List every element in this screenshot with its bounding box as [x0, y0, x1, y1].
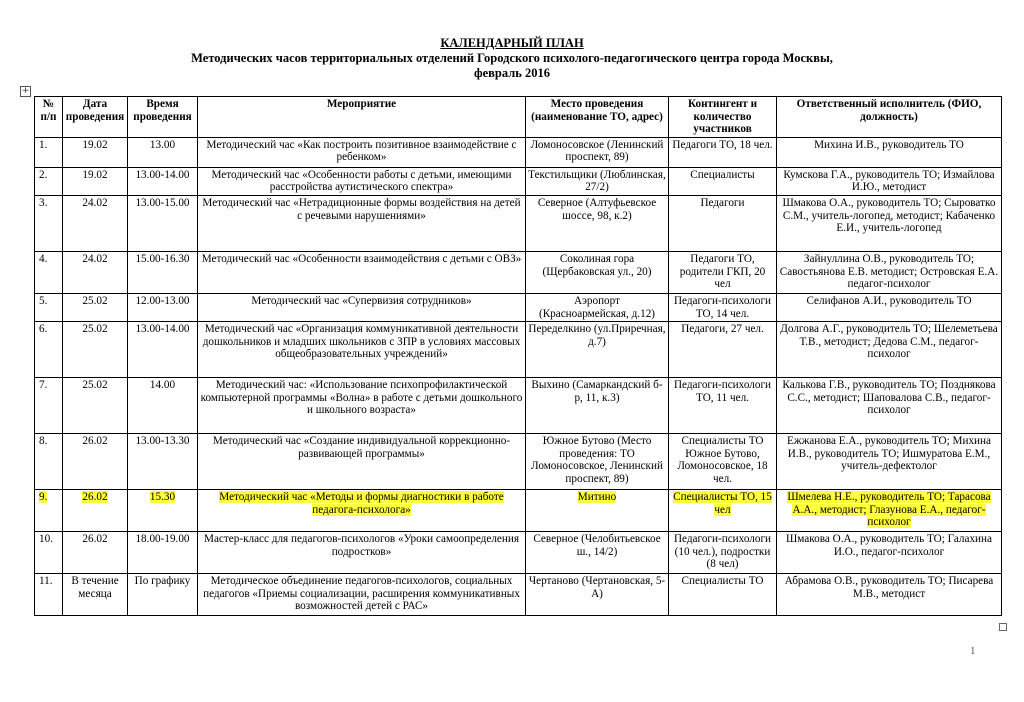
table-row: [35, 195, 1002, 251]
cell-event: [198, 574, 526, 616]
cell-event: [198, 434, 526, 490]
cell-responsible: [777, 574, 1002, 616]
table-row: [35, 322, 1002, 378]
cell-event-text: Методический час «Нетрадиционные формы воздействия на детей с речевыми нарушениями»: [202, 196, 521, 222]
cell-time: [128, 322, 198, 378]
cell-event: [198, 137, 526, 167]
cell-date: [63, 167, 128, 195]
header-date: Дата проведения: [63, 97, 128, 138]
cell-audience: [669, 322, 777, 378]
cell-place-text: Южное Бутово (Место проведения: ТО Ломоносовское, Ленинский проспект, 89): [531, 435, 663, 485]
table-row: [35, 574, 1002, 616]
cell-audience-text: Педагоги-психологи ТО, 14 чел.: [673, 294, 772, 320]
cell-audience: [669, 490, 777, 532]
cell-responsible-text: Михина И.В., руководитель ТО: [814, 138, 964, 151]
cell-time: [128, 490, 198, 532]
cell-time: [128, 251, 198, 293]
cell-time-text: 14.00: [149, 379, 176, 392]
cell-responsible: [777, 532, 1002, 574]
cell-audience-text: Педагоги ТО, родители ГКП, 20 чел: [679, 252, 766, 291]
cell-date: [63, 574, 128, 616]
cell-date-text: 25.02: [82, 323, 108, 336]
cell-date-text: 26.02: [82, 435, 108, 448]
cell-num: [35, 251, 63, 293]
cell-num-text: 3.: [39, 196, 48, 209]
header-audience: Контингент и количество участников: [669, 97, 777, 138]
cell-responsible-text: Шмакова О.А., руководитель ТО; Галахина И.О., педагог-психолог: [786, 533, 992, 558]
cell-date-text: 24.02: [82, 196, 108, 209]
cell-event: [198, 532, 526, 574]
cell-num-text: 6.: [39, 323, 48, 336]
cell-responsible: [777, 490, 1002, 532]
cell-date-text: 26.02: [82, 533, 108, 546]
cell-place-text: Переделкино (ул.Приречная, д.7): [528, 323, 666, 348]
cell-num: [35, 532, 63, 574]
cell-num-text: 1.: [39, 138, 48, 151]
table-row: [35, 167, 1002, 195]
cell-place: [526, 137, 669, 167]
cell-responsible-text: Калькова Г.В., руководитель ТО; Позднякова С.С., методист; Шаповалова С.В., педагог-психолог: [782, 379, 996, 417]
cell-audience: [669, 195, 777, 251]
cell-audience-text: Педагоги-психологи ТО, 11 чел.: [673, 379, 772, 404]
cell-audience: [669, 293, 777, 321]
cell-event-text: Методический час «Особенности взаимодействия с детьми с ОВЗ»: [201, 252, 522, 265]
cell-date: [63, 137, 128, 167]
cell-audience: [669, 137, 777, 167]
cell-responsible: [777, 167, 1002, 195]
table-row: [35, 378, 1002, 434]
cell-num: [35, 167, 63, 195]
cell-time: [128, 574, 198, 616]
cell-date: [63, 378, 128, 434]
header-event: Мероприятие: [198, 97, 526, 138]
cell-date-text: 25.02: [82, 379, 108, 392]
cell-date: [63, 251, 128, 293]
cell-time: [128, 195, 198, 251]
cell-time-text: 12.00-13.00: [135, 294, 190, 307]
cell-time-text: 13.00-14.00: [135, 168, 190, 181]
cell-audience-text: Педагоги, 27 чел.: [681, 323, 764, 336]
cell-event-text: Методический час: «Использование психопрофилактической компьютерной программы «Волна» в работе с детьми дошкольного и школьного возраста»: [200, 379, 523, 417]
cell-responsible-text: Селифанов А.И., руководитель ТО: [806, 294, 972, 307]
cell-time-text: 18.00-19.00: [135, 533, 190, 546]
cell-num: [35, 293, 63, 321]
cell-audience-text: Педагоги ТО, 18 чел.: [672, 138, 773, 151]
cell-place: [526, 378, 669, 434]
cell-responsible: [777, 322, 1002, 378]
cell-place-text: Северное (Челобитьевское ш., 14/2): [533, 533, 661, 558]
cell-place: [526, 293, 669, 321]
cell-responsible-text: Ежжанова Е.А., руководитель ТО; Михина И.В., руководитель ТО; Ишмуратова Е.М., учитель-дефектолог: [787, 435, 991, 473]
cell-responsible-text: Абрамова О.В., руководитель ТО; Писарева М.В., методист: [784, 575, 994, 600]
cell-audience-text: Специалисты ТО: [681, 575, 764, 588]
cell-responsible-text: Долгова А.Г., руководитель ТО; Шелеметьева Т.В., методист; Дедова С.М., педагог-психолог: [780, 323, 998, 361]
header-responsible: Ответственный исполнитель (ФИО, должность): [777, 97, 1002, 138]
cell-audience-text: Педагоги-психологи (10 чел.), подростки (8 чел): [673, 533, 772, 571]
cell-audience-text: Специалисты ТО Южное Бутово, Ломоносовское, 18 чел.: [677, 435, 768, 485]
cell-event-text: Методический час «Методы и формы диагностики в работе педагога-психолога»: [219, 491, 504, 516]
cell-time-text: 13.00-13.30: [135, 435, 190, 448]
cell-responsible: [777, 378, 1002, 434]
cell-responsible-text: Кумскова Г.А., руководитель ТО; Измайлова И.Ю., методист: [783, 168, 995, 194]
cell-event: [198, 322, 526, 378]
cell-event: [198, 293, 526, 321]
cell-date: [63, 322, 128, 378]
cell-num-text: 7.: [39, 379, 48, 392]
cell-date: [63, 490, 128, 532]
cell-place-text: Чертаново (Чертановская, 5-А): [528, 575, 666, 600]
cell-audience: [669, 574, 777, 616]
table-row: [35, 251, 1002, 293]
cell-num-text: 8.: [39, 435, 48, 448]
cell-num: [35, 137, 63, 167]
cell-place: [526, 322, 669, 378]
table-header-row: [35, 97, 1002, 138]
cell-num-text: 11.: [39, 575, 53, 588]
cell-date-text: В течение месяца: [71, 575, 119, 600]
document-title-block: [0, 36, 1024, 81]
cell-time-text: 13.00: [149, 138, 176, 151]
cell-event-text: Методический час «Как построить позитивное взаимодействие с ребенком»: [206, 138, 517, 164]
cell-time: [128, 167, 198, 195]
header-place: Место проведения (наименование ТО, адрес): [526, 97, 669, 138]
cell-responsible: [777, 195, 1002, 251]
cell-place: [526, 434, 669, 490]
header-time: Время проведения: [128, 97, 198, 138]
cell-place-text: Ломоносовское (Ленинский проспект, 89): [530, 138, 664, 164]
cell-date-text: 24.02: [82, 252, 108, 265]
cell-date: [63, 434, 128, 490]
cell-audience-text: Специалисты: [690, 168, 755, 181]
table-body: [35, 137, 1002, 615]
cell-date: [63, 532, 128, 574]
cell-event: [198, 490, 526, 532]
page-number: 1: [970, 645, 976, 657]
cell-responsible: [777, 137, 1002, 167]
cell-num-text: 2.: [39, 168, 48, 181]
cell-place-text: Аэропорт (Красноармейская, д.12): [538, 294, 656, 320]
header-num: № п/п: [35, 97, 63, 138]
cell-time: [128, 293, 198, 321]
cell-event: [198, 167, 526, 195]
cell-num: [35, 378, 63, 434]
cell-place-text: Митино: [577, 491, 617, 504]
cell-audience: [669, 532, 777, 574]
cell-responsible: [777, 293, 1002, 321]
cell-num-text: 5.: [39, 294, 48, 307]
cell-time: [128, 378, 198, 434]
cell-place-text: Соколиная гора (Щербаковская ул., 20): [542, 252, 652, 278]
cell-place: [526, 195, 669, 251]
cell-audience: [669, 434, 777, 490]
cell-date-text: 19.02: [82, 138, 108, 151]
cell-event: [198, 251, 526, 293]
cell-responsible: [777, 251, 1002, 293]
cell-event-text: Методическое объединение педагогов-психологов, социальных педагогов «Приемы социализации, расширения коммуникативных возможностей детей с РАС»: [203, 575, 520, 613]
calendar-plan-table: [34, 96, 1002, 616]
cell-event: [198, 195, 526, 251]
cell-time-text: 15.30: [149, 491, 176, 504]
cell-time-text: По графику: [134, 575, 191, 588]
cell-num: [35, 195, 63, 251]
cell-num: [35, 490, 63, 532]
cell-event-text: Методический час «Создание индивидуальной коррекционно-развивающей программы»: [212, 435, 511, 460]
cell-audience-text: Специалисты ТО, 15 чел: [673, 491, 772, 516]
cell-num: [35, 322, 63, 378]
cell-event: [198, 378, 526, 434]
cell-time-text: 13.00-15.00: [135, 196, 190, 209]
cell-place-text: Текстильщики (Люблинская, 27/2): [528, 168, 666, 194]
table-row: [35, 490, 1002, 532]
document-subtitle: Методических часов территориальных отделений Городского психолого-педагогического центра города Москвы,: [191, 51, 833, 65]
cell-responsible-text: Шмелева Н.Е., руководитель ТО; Тарасова А.А., методист; Глазунова Е.А., педагог-психолог: [787, 491, 991, 529]
table-row: [35, 532, 1002, 574]
cell-place: [526, 490, 669, 532]
cell-date-text: 25.02: [82, 294, 108, 307]
cell-num-text: 9.: [39, 491, 48, 504]
cell-responsible-text: Шмакова О.А., руководитель ТО; Сыроватко С.М., учитель-логопед, методист; Кабаченко Е.И., учитель-логопед: [782, 196, 996, 235]
table-resize-handle-icon[interactable]: [999, 623, 1007, 631]
cell-date-text: 26.02: [82, 491, 108, 504]
cell-time: [128, 434, 198, 490]
cell-audience: [669, 378, 777, 434]
cell-num: [35, 574, 63, 616]
cell-event-text: Методический час «Супервизия сотрудников»: [251, 294, 472, 307]
cell-place: [526, 251, 669, 293]
cell-responsible-text: Зайнуллина О.В., руководитель ТО; Савостьянова Е.В. методист; Островская Е.А. педагог-психолог: [779, 252, 999, 291]
table-row: [35, 293, 1002, 321]
cell-date: [63, 293, 128, 321]
cell-place-text: Северное (Алтуфьевское шоссе, 98, к.2): [537, 196, 657, 222]
cell-place: [526, 167, 669, 195]
table-row: [35, 434, 1002, 490]
cell-time: [128, 137, 198, 167]
cell-place: [526, 532, 669, 574]
cell-date-text: 19.02: [82, 168, 108, 181]
cell-responsible: [777, 434, 1002, 490]
cell-audience: [669, 167, 777, 195]
cell-audience: [669, 251, 777, 293]
cell-num-text: 10.: [39, 533, 53, 546]
cell-time-text: 15.00-16.30: [135, 252, 190, 265]
cell-time-text: 13.00-14.00: [135, 323, 190, 336]
document-title: КАЛЕНДАРНЫЙ ПЛАН: [440, 36, 584, 50]
cell-place-text: Выхино (Самаркандский б-р, 11, к.3): [531, 379, 663, 404]
cell-audience-text: Педагоги: [700, 196, 745, 209]
table-row: [35, 137, 1002, 167]
cell-event-text: Мастер-класс для педагогов-психологов «Уроки самоопределения подростков»: [204, 533, 519, 558]
cell-place: [526, 574, 669, 616]
cell-time: [128, 532, 198, 574]
cell-event-text: Методический час «Организация коммуникативной деятельности дошкольников и младших школьников с ЗПР в условиях массовых общеобразовательных учреждений»: [202, 323, 521, 361]
cell-date: [63, 195, 128, 251]
document-period: февраль 2016: [473, 66, 550, 80]
cell-num-text: 4.: [39, 252, 48, 265]
table-move-handle-icon[interactable]: +: [21, 86, 30, 96]
cell-num: [35, 434, 63, 490]
cell-event-text: Методический час «Особенности работы с детьми, имеющими расстройства аутистического спектра»: [211, 168, 512, 194]
